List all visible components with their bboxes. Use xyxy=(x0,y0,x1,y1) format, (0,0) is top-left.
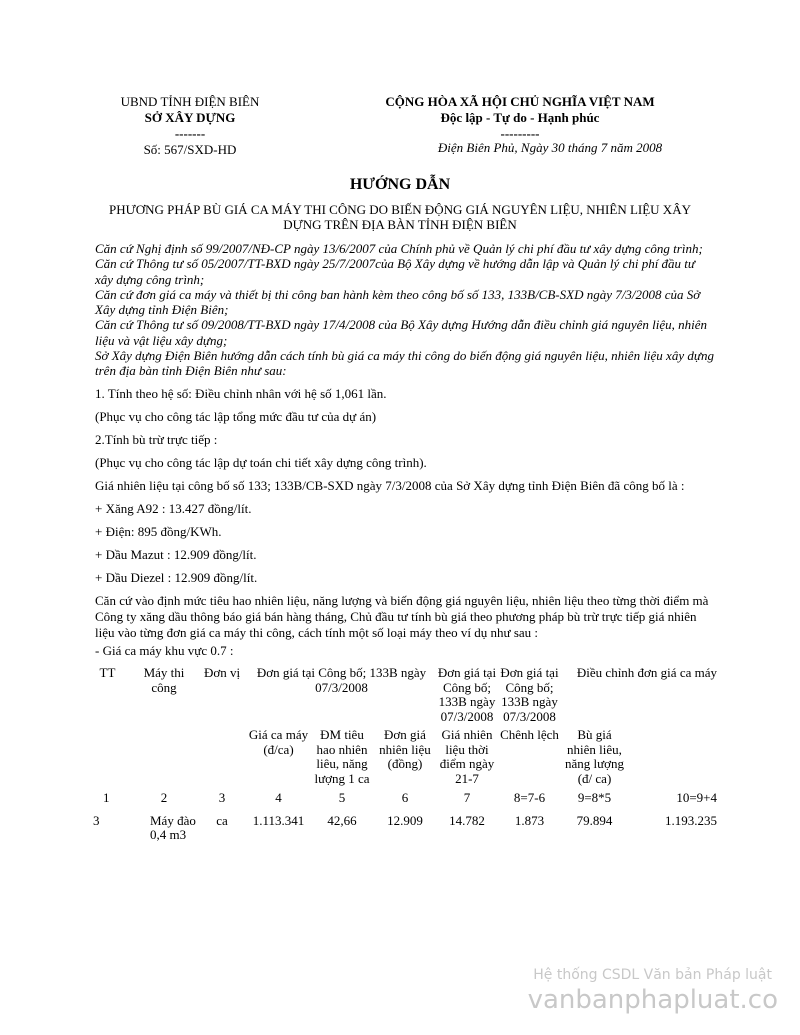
index-cell: 9=8*5 xyxy=(577,790,612,805)
cell-unit: ca xyxy=(216,812,228,828)
cell-machine: Máy đào 0,4 m3 xyxy=(150,812,196,842)
paragraph-note-1: (Phục vụ cho công tác lập tổng mức đầu tư của dự án) xyxy=(95,409,377,424)
table-subheader-row xyxy=(85,724,717,786)
preamble-line: Căn cứ Thông tư số 09/2008/TT-BXD ngày 17/4/2008 của Bộ Xây dựng Hướng dẫn điều chỉnh giá nguyên liệu, nhiên liệu và vật liệu xây dựng; xyxy=(95,317,708,348)
left-divider: ------- xyxy=(174,126,206,141)
preamble-line: Căn cứ Nghị định số 99/2007/NĐ-CP ngày 13/6/2007 của Chính phủ về Quản lý chi phí đầu tư xây dựng công trình; xyxy=(95,241,703,256)
index-cell: 7 xyxy=(463,790,471,805)
price-diesel: + Dầu Diezel : 12.909 đồng/lít. xyxy=(95,570,258,585)
price-petrol: + Xăng A92 : 13.427 đồng/lít. xyxy=(95,501,252,516)
index-cell: 5 xyxy=(338,790,346,805)
header-unit: Đơn vị xyxy=(203,665,241,680)
preamble xyxy=(95,241,715,379)
document-title: HƯỚNG DẪN xyxy=(349,176,451,193)
cell-tt: 3 xyxy=(93,812,100,828)
index-cell: 3 xyxy=(218,790,226,805)
machine-price-table xyxy=(85,666,717,843)
subheader-fuel-price-date: Giá nhiên liệu thời điểm ngày 21-7 xyxy=(439,727,495,786)
paragraph-method: Căn cứ vào định mức tiêu hao nhiên liệu, năng lượng và biến động giá nguyên liệu, nhiên liệu theo từng thời điểm mà Công ty xăng dầu thông báo giá bán hàng tháng, Chủ đầu tư tính bù giá theo phương pháp bù trừ trực tiếp giá nhiên liệu vào từng đơn giá ca máy thi công, cách tính một số loại máy theo ví dụ như sau : xyxy=(95,593,709,640)
subheader-fuel-unit-price: Đơn giá nhiên liệu (đồng) xyxy=(379,727,431,771)
preamble-line: Sở Xây dựng Điện Biên hướng dẫn cách tính bù giá ca máy thi công do biến động giá nguyên liệu, nhiên liệu xây dựng trên địa bàn tỉnh Điện Biên như sau: xyxy=(95,348,714,379)
watermark-caption: Hệ thống CSDL Văn bản Pháp luật xyxy=(533,967,772,983)
issuer-block xyxy=(90,94,290,158)
price-electricity: + Điện: 895 đồng/KWh. xyxy=(95,524,222,539)
table-index-row xyxy=(85,786,717,806)
cell-adjusted-price: 1.193.235 xyxy=(665,812,717,828)
preamble-line: Căn cứ đơn giá ca máy và thiết bị thi công ban hành kèm theo công bố số 133, 133B/CB-SXD ngày 7/3/2008 của Sở Xây dựng tỉnh Điện Biên; xyxy=(95,286,701,318)
paragraph-region: - Giá ca máy khu vực 0.7 : xyxy=(95,643,234,658)
right-divider: --------- xyxy=(500,126,540,141)
cell-consumption: 42,66 xyxy=(327,812,357,828)
price-mazut: + Dầu Mazut : 12.909 đồng/lít. xyxy=(95,547,257,562)
national-heading xyxy=(315,94,725,142)
header-tt: TT xyxy=(99,665,116,680)
subheader-difference: Chênh lệch xyxy=(500,727,559,742)
index-cell: 6 xyxy=(401,790,409,805)
header-published-price: Đơn giá tại Công bố; 133B ngày 07/3/2008 xyxy=(256,665,427,695)
index-cell: 2 xyxy=(160,790,168,805)
index-cell: 4 xyxy=(275,790,282,805)
cell-machine-price: 1.113.341 xyxy=(252,812,305,828)
header-adjustment: Điều chỉnh đơn giá ca máy xyxy=(576,665,717,680)
agency-name: UBND TỈNH ĐIỆN BIÊN xyxy=(120,94,260,109)
document-subtitle: PHƯƠNG PHÁP BÙ GIÁ CA MÁY THI CÔNG DO BIẾN ĐỘNG GIÁ NGUYÊN LIỆU, NHIÊN LIỆU XÂY DỰNG TRÊN ĐỊA BÀN TỈNH ĐIỆN BIÊN xyxy=(109,202,691,232)
cell-fuel-unit-price: 12.909 xyxy=(387,812,423,828)
table-row xyxy=(85,806,717,843)
index-cell: 1 xyxy=(103,790,110,805)
department-name: SỞ XÂY DỰNG xyxy=(144,110,236,125)
header-published-price-2: Đơn giá tại Công bố; 133B ngày 07/3/2008 xyxy=(437,665,497,724)
paragraph-direct: 2.Tính bù trừ trực tiếp : xyxy=(95,432,218,447)
place-date: Điện Biên Phủ, Ngày 30 tháng 7 năm 2008 xyxy=(437,140,663,155)
index-cell: 10=9+4 xyxy=(676,790,717,805)
subheader-machine-price: Giá ca máy (đ/ca) xyxy=(248,727,309,757)
table-header-row xyxy=(85,666,717,724)
preamble-line: Căn cứ Thông tư số 05/2007/TT-BXD ngày 25/7/2007của Bộ Xây dựng về hướng dẫn lập và Quản lý chi phí đầu tư xây dựng công trình; xyxy=(95,256,696,287)
index-cell: 8=7-6 xyxy=(513,790,546,805)
motto: Độc lập - Tự do - Hạnh phúc xyxy=(440,110,600,125)
cell-fuel-price-date: 14.782 xyxy=(449,812,485,828)
subheader-consumption: ĐM tiêu hao nhiên liêu, năng lượng 1 ca xyxy=(314,727,370,786)
document-number: Số: 567/SXD-HD xyxy=(143,142,237,157)
header-machine: Máy thi công xyxy=(143,665,185,695)
watermark-site: vanbanphapluat.co xyxy=(527,985,778,1015)
paragraph-coefficient: 1. Tính theo hệ số: Điều chỉnh nhân với hệ số 1,061 lần. xyxy=(95,386,387,401)
subheader-compensation: Bù giá nhiên liêu, năng lượng (đ/ ca) xyxy=(564,727,625,786)
paragraph-fuel-prices: Giá nhiên liệu tại công bố số 133; 133B/CB-SXD ngày 7/3/2008 của Sở Xây dựng tỉnh Điện Biên đã công bố là : xyxy=(95,478,685,493)
nation-name: CỘNG HÒA XÃ HỘI CHỦ NGHĨA VIỆT NAM xyxy=(385,94,655,109)
cell-difference: 1.873 xyxy=(514,812,545,828)
header-published-price-3: Đơn giá tại Công bố; 133B ngày 07/3/2008 xyxy=(500,665,559,724)
paragraph-note-2: (Phục vụ cho công tác lập dự toán chi tiết xây dựng công trình). xyxy=(95,455,427,470)
cell-compensation: 79.894 xyxy=(576,812,613,828)
